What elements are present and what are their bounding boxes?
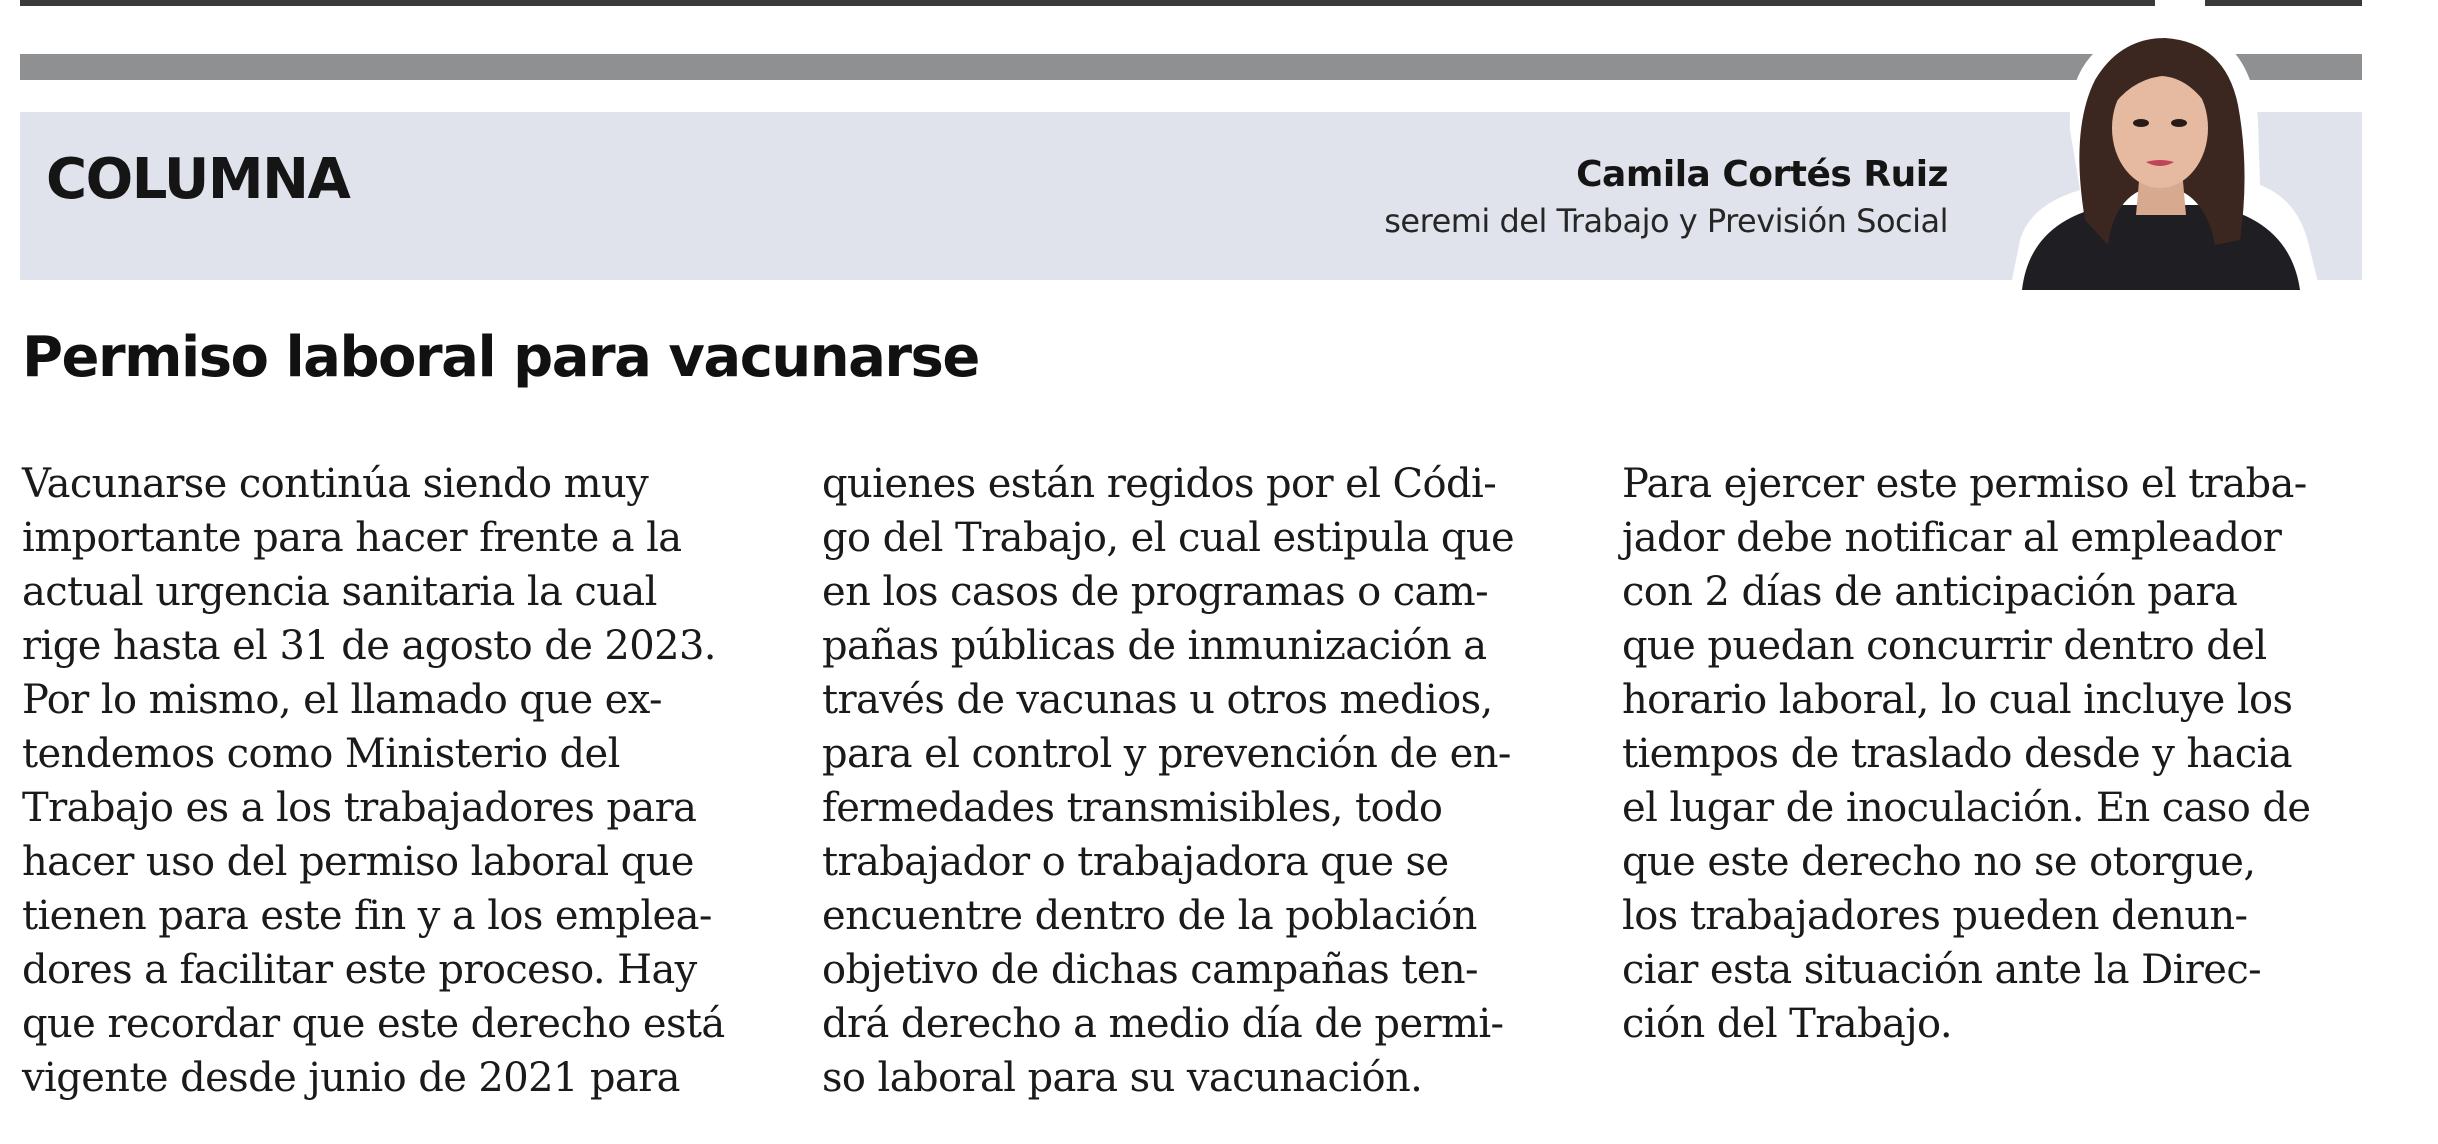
text-line: ciar esta situación ante la Direc- (1622, 947, 2262, 993)
text-line: Trabajo es a los trabajadores para (22, 785, 697, 831)
article-column-3 (1622, 457, 2402, 1051)
article-column-2 (822, 457, 1602, 1105)
portrait-eye-right (2171, 119, 2187, 127)
text-line: tienen para este fin y a los emplea- (22, 893, 712, 939)
text-line: dores a facilitar este proceso. Hay (22, 947, 697, 993)
text-line: objetivo de dichas campañas ten- (822, 947, 1478, 993)
text-line: jador debe notificar al empleador (1622, 515, 2282, 561)
author-name: Camila Cortés Ruiz (1576, 154, 1948, 195)
text-line: para el control y prevención de en- (822, 731, 1511, 777)
author-portrait (1990, 10, 2330, 290)
text-line: que este derecho no se otorgue, (1622, 839, 2256, 885)
section-label: COLUMNA (46, 147, 350, 212)
text-line: trabajador o trabajadora que se (822, 839, 1449, 885)
text-line: horario laboral, lo cual incluye los (1622, 677, 2293, 723)
text-line: rige hasta el 31 de agosto de 2023. (22, 623, 716, 669)
portrait-eye-left (2133, 119, 2149, 127)
text-line: tiempos de traslado desde y hacia (1622, 731, 2292, 777)
article-column-1 (22, 457, 802, 1105)
text-line: so laboral para su vacunación. (822, 1055, 1423, 1101)
text-line: el lugar de inoculación. En caso de (1622, 785, 2311, 831)
text-line: que recordar que este derecho está (22, 1001, 725, 1047)
text-line: importante para hacer frente a la (22, 515, 682, 561)
top-rule (20, 0, 2155, 6)
text-line: actual urgencia sanitaria la cual (22, 569, 657, 615)
author-role: seremi del Trabajo y Previsión Social (1384, 202, 1948, 240)
text-line: ción del Trabajo. (1622, 1001, 1952, 1047)
text-line: tendemos como Ministerio del (22, 731, 620, 777)
text-line: hacer uso del permiso laboral que (22, 839, 694, 885)
text-line: Vacunarse continúa siendo muy (22, 461, 649, 507)
text-line: drá derecho a medio día de permi- (822, 1001, 1504, 1047)
text-line: los trabajadores pueden denun- (1622, 893, 2248, 939)
text-line: go del Trabajo, el cual estipula que (822, 515, 1515, 561)
text-line: quienes están regidos por el Códi- (822, 461, 1497, 507)
text-line: con 2 días de anticipación para (1622, 569, 2238, 615)
top-rule-right (2205, 0, 2362, 6)
text-line: encuentre dentro de la población (822, 893, 1477, 939)
text-line: Para ejercer este permiso el traba- (1622, 461, 2307, 507)
text-line: vigente desde junio de 2021 para (22, 1055, 680, 1101)
text-line: en los casos de programas o cam- (822, 569, 1489, 615)
text-line: fermedades transmisibles, todo (822, 785, 1443, 831)
headline: Permiso laboral para vacunarse (22, 325, 979, 390)
text-line: que puedan concurrir dentro del (1622, 623, 2267, 669)
text-line: pañas públicas de inmunización a (822, 623, 1487, 669)
text-line: Por lo mismo, el llamado que ex- (22, 677, 662, 723)
text-line: través de vacunas u otros medios, (822, 677, 1493, 723)
